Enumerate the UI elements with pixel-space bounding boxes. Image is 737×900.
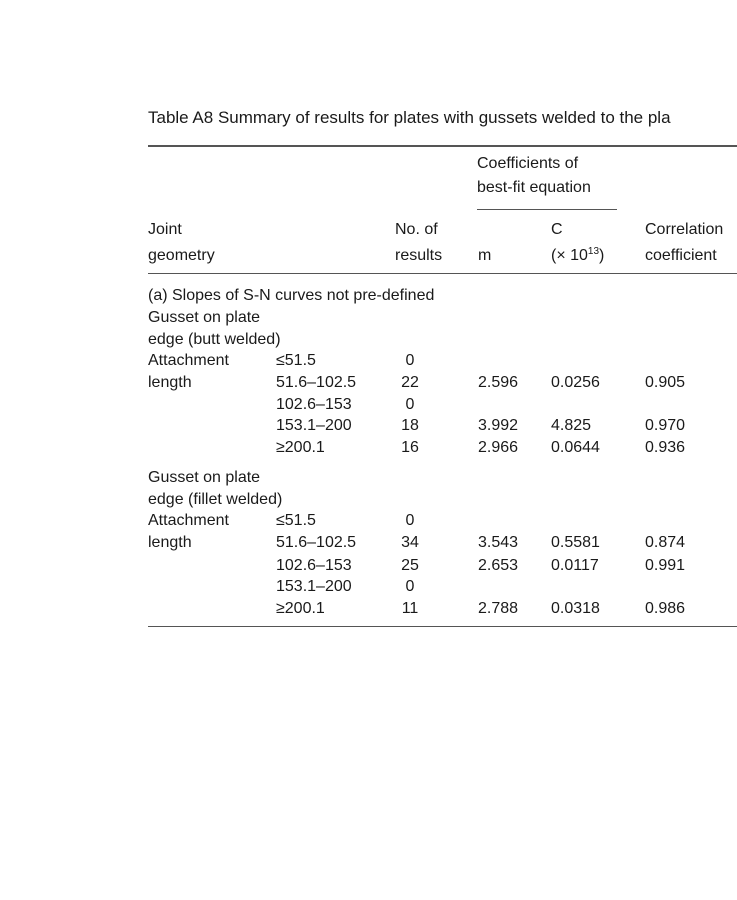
count-cell: 25 (401, 557, 419, 574)
m-cell: 2.788 (478, 600, 519, 617)
m-cell: 2.966 (478, 439, 519, 456)
joint-header-line1: Joint (148, 221, 182, 238)
m-cell: 3.992 (478, 417, 519, 434)
c-cell: 0.0644 (551, 439, 600, 456)
range-cell: 153.1–200 (276, 417, 352, 434)
group2-title-line1: Gusset on plate (148, 469, 261, 486)
range-cell: 51.6–102.5 (276, 534, 357, 551)
top-rule (148, 145, 737, 147)
num-header-line1: No. of (395, 221, 438, 238)
coeff-header-line1: Coefficients of (477, 155, 579, 172)
count-cell: 0 (405, 396, 415, 413)
corr-cell: 0.936 (645, 439, 686, 456)
m-cell: 2.653 (478, 557, 519, 574)
c-cell: 0.0117 (551, 557, 599, 574)
corr-cell: 0.905 (645, 374, 686, 391)
corr-cell: 0.991 (645, 557, 686, 574)
range-cell: 102.6–153 (276, 557, 352, 574)
group2-label-line2: length (148, 534, 192, 551)
group1-label-line2: length (148, 374, 192, 391)
m-cell: 3.543 (478, 534, 519, 551)
joint-header-line2: geometry (148, 247, 215, 264)
num-header-line2: results (395, 247, 443, 264)
count-cell: 0 (405, 578, 415, 595)
group2-title-line2: edge (fillet welded) (148, 491, 283, 508)
c-header-line2: (× $10^{13}$) (551, 246, 605, 264)
range-cell: 102.6–153 (276, 396, 352, 413)
range-cell: ≥200.1 (276, 600, 325, 617)
range-cell: ≤51.5 (276, 352, 316, 369)
corr-cell: 0.874 (645, 534, 686, 551)
count-cell: 0 (405, 352, 415, 369)
c-cell: 0.5581 (551, 534, 600, 551)
header-rule (148, 273, 737, 274)
group1-label-line1: Attachment (148, 352, 229, 369)
c-cell: 0.0318 (551, 600, 600, 617)
table-caption: Table A8 Summary of results for plates with gussets welded to the pla (148, 108, 671, 127)
range-cell: 51.6–102.5 (276, 374, 357, 391)
group2-label-line1: Attachment (148, 512, 229, 529)
c-cell: 4.825 (551, 417, 592, 434)
coeff-header-rule (477, 209, 617, 210)
c-header-line1: C (551, 221, 563, 238)
group1-title-line2: edge (butt welded) (148, 331, 281, 348)
bottom-rule (148, 626, 737, 627)
range-cell: 153.1–200 (276, 578, 352, 595)
count-cell: 16 (401, 439, 419, 456)
corr-header-line2: coefficient (645, 247, 717, 264)
section-a-title: (a) Slopes of S-N curves not pre-defined (148, 287, 435, 304)
m-cell: 2.596 (478, 374, 519, 391)
c-cell: 0.0256 (551, 374, 600, 391)
coeff-header-line2: best-fit equation (477, 179, 591, 196)
m-header: m (478, 247, 492, 264)
corr-header-line1: Correlation (645, 221, 724, 238)
count-cell: 34 (401, 534, 419, 551)
count-cell: 11 (401, 600, 419, 617)
corr-cell: 0.986 (645, 600, 686, 617)
group1-title-line1: Gusset on plate (148, 309, 261, 326)
count-cell: 22 (401, 374, 419, 391)
range-cell: ≤51.5 (276, 512, 316, 529)
count-cell: 0 (405, 512, 415, 529)
count-cell: 18 (401, 417, 419, 434)
corr-cell: 0.970 (645, 417, 686, 434)
range-cell: ≥200.1 (276, 439, 325, 456)
